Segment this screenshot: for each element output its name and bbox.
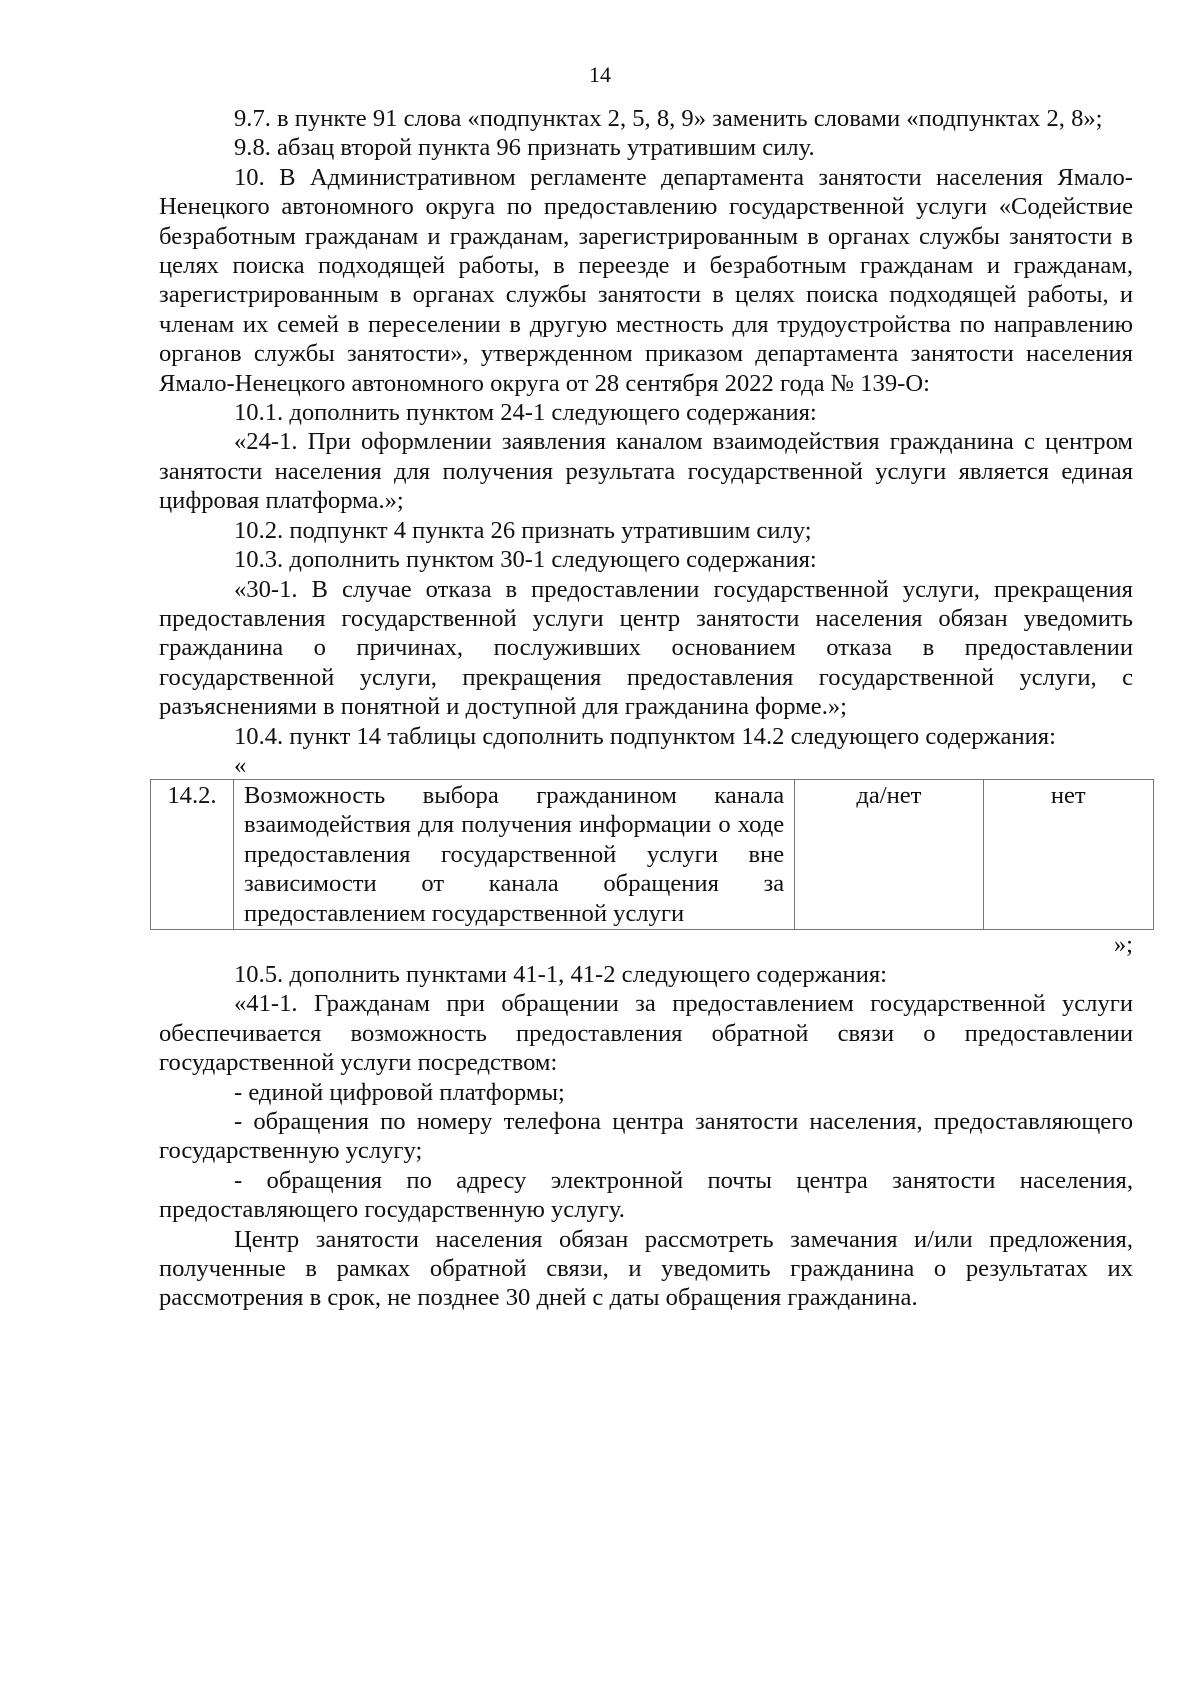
paragraph-10-4: 10.4. пункт 14 таблицы сдополнить подпунктом 14.2 следующего содержания: [234, 722, 1056, 750]
page-number: 14 [589, 62, 611, 87]
amendment-table [150, 779, 1154, 930]
row-description-cell: Возможность выбора гражданином канала взаимодействия для получения информации о ходе предоставления государственной услуги вне зависимости от канала обращения за предоставлением государственной услуги [233, 779, 794, 929]
document-body [159, 104, 1133, 1313]
paragraph-feedback: Центр занятости населения обязан рассмотреть замечания и/или предложения, полученные в рамках обратной связи, и уведомить гражданина о результатах их рассмотрения в срок, не позднее 30 дней с даты обращения гражданина. [159, 1225, 1133, 1312]
table-row [151, 779, 1154, 929]
table-close-quote: »; [1113, 930, 1133, 958]
paragraph-10-5: 10.5. дополнить пунктами 41-1, 41-2 следующего содержания: [234, 960, 888, 988]
row-value-cell: нет [983, 779, 1153, 929]
paragraph-30-1-quote: «30-1. В случае отказа в предоставлении государственной услуги, прекращения предоставления государственной услуги центр занятости населения обязан уведомить гражданина о причинах, послуживших основанием отказа в предоставлении государственной услуги, прекращения предоставления государственной услуги, с разъяснениями в понятной и доступной для гражданина форме.»; [159, 575, 1133, 721]
list-item-phone: - обращения по номеру телефона центра занятости населения, предоставляющего государственную услугу; [159, 1108, 1133, 1165]
row-answer-cell: да/нет [795, 779, 983, 929]
list-item-email: - обращения по адресу электронной почты центра занятости населения, предоставляющего государственную услугу. [159, 1166, 1133, 1224]
row-number-cell: 14.2. [151, 779, 234, 929]
paragraph-10-2: 10.2. подпункт 4 пункта 26 признать утратившим силу; [234, 516, 812, 544]
paragraph-24-1-quote: «24-1. При оформлении заявления каналом взаимодействия гражданина с центром занятости населения для получения результата государственной услуги является единая цифровая платформа.»; [159, 428, 1133, 515]
paragraph-9-7: 9.7. в пункте 91 слова «подпунктах 2, 5, 8, 9» заменить словами «подпунктах 2, 8»; [234, 105, 1103, 132]
paragraph-9-8: 9.8. абзац второй пункта 96 признать утратившим силу. [234, 134, 815, 162]
paragraph-10: 10. В Административном регламенте департамента занятости населения Ямало-Ненецкого автономного округа по предоставлению государственной услуги «Содействие безработным гражданам и гражданам, зарегистрированным в органах службы занятости в целях поиска подходящей работы, в переезде и безработным гражданам и гражданам, зарегистрированным в органах службы занятости в целях поиска подходящей работы, и членам их семей в переселении в другую местность для трудоустройства по направлению органов службы занятости», утвержденном приказом департамента занятости населения Ямало-Ненецкого автономного округа от 28 сентября 2022 года № 139-О: [159, 163, 1133, 397]
paragraph-10-1: 10.1. дополнить пунктом 24-1 следующего содержания: [234, 399, 817, 427]
paragraph-41-1-quote: «41-1. Гражданам при обращении за предоставлением государственной услуги обеспечивается возможность предоставления обратной связи о предоставлении государственной услуги посредством: [159, 990, 1133, 1077]
paragraph-10-3: 10.3. дополнить пунктом 30-1 следующего содержания: [234, 546, 817, 574]
list-item-platform: - единой цифровой платформы; [234, 1078, 565, 1106]
table-open-quote: « [234, 751, 247, 779]
